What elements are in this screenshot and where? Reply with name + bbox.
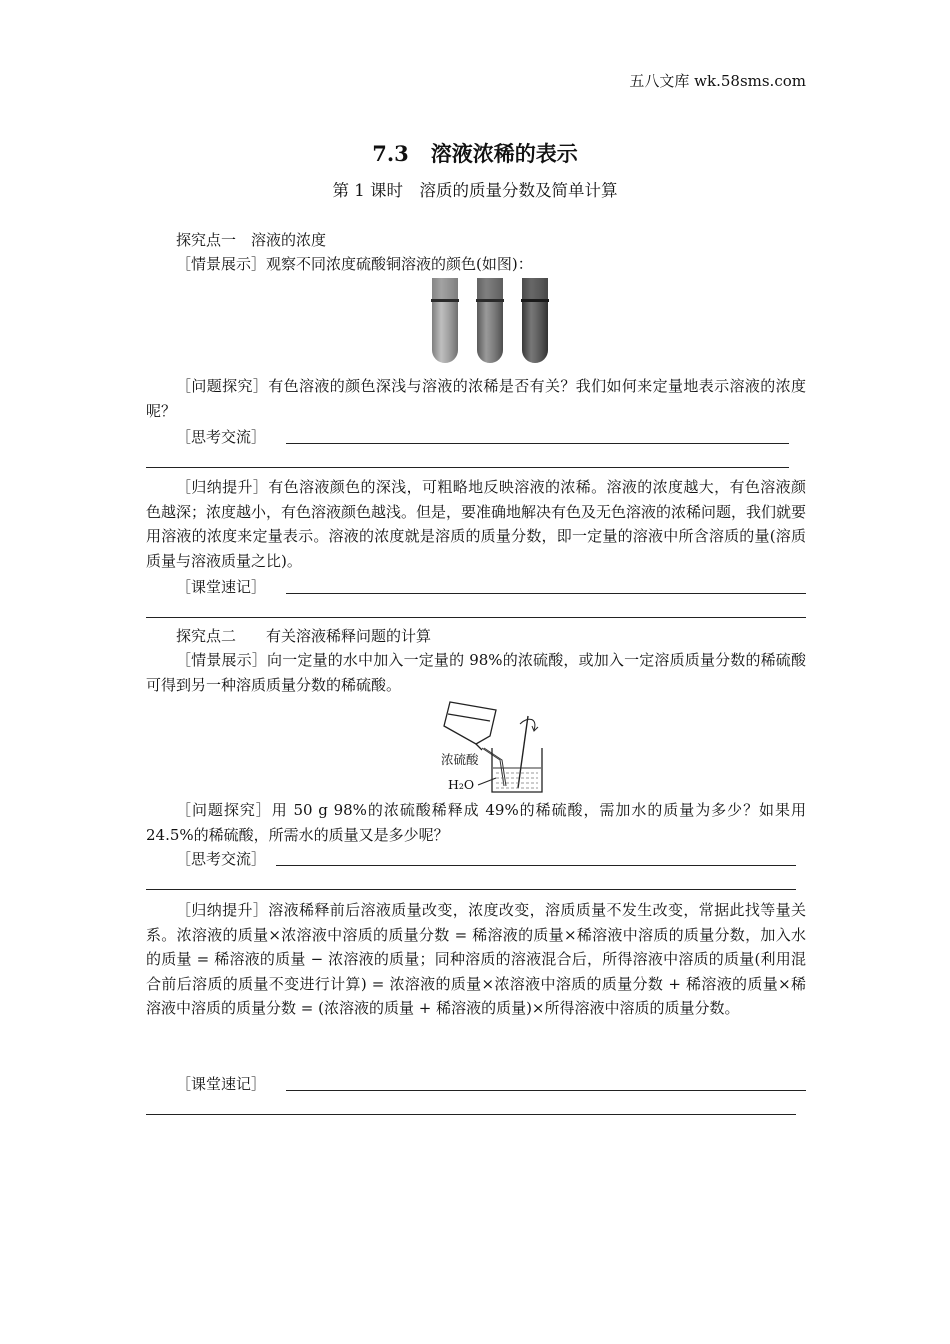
title-text: 溶液浓稀的表示 xyxy=(430,141,578,166)
question-2 xyxy=(146,798,806,847)
question-text-2: 用 50 g 98%的浓硫酸稀释成 49%的稀硫酸，需加水的质量为多少？如果用 24.5%的稀硫酸，所需水的质量又是多少呢？ xyxy=(146,801,806,844)
section-heading-2: 探究点二 有关溶液稀释问题的计算 xyxy=(176,627,432,645)
answer-line[interactable] xyxy=(276,865,796,866)
notes-line[interactable] xyxy=(146,1114,796,1115)
test-tube-dark xyxy=(521,278,549,363)
pouring-beaker xyxy=(444,702,496,750)
notes-label-1: ［课堂速记］ xyxy=(176,578,267,596)
answer-line[interactable] xyxy=(286,443,789,444)
figure-label-acid: 浓硫酸 xyxy=(441,752,479,767)
section-heading-1: 探究点一 溶液的浓度 xyxy=(176,231,327,249)
notes-label-2-wrap xyxy=(176,1072,266,1096)
think-label-1-wrap xyxy=(176,425,266,449)
water-beaker xyxy=(492,748,542,792)
summary-text-2: 溶液稀释前后溶液质量改变，浓度改变，溶质质量不发生改变，常据此找等量关系。浓溶液的质量×浓溶液中溶质的质量分数 = 稀溶液的质量×稀溶液中溶质的质量分数，加入水的质量 = 稀溶液的质量 − 浓溶液的质量；同种溶质的溶液混合后，所得溶液中溶质的质量(利用混合前后溶质的质量不变进行计算) = 浓溶液的质量×浓溶液中溶质的质量分数 + 稀溶液的质量×稀溶液中溶质的质量分数 = (浓溶液的质量 + 稀溶液的质量)×所得溶液中溶质的质量分数。 xyxy=(146,901,806,1017)
question-label-2: ［问题探究］ xyxy=(176,801,272,819)
scene-label-1: ［情景展示］ xyxy=(176,255,267,273)
figure-label-water: H₂O xyxy=(448,777,475,792)
question-1 xyxy=(146,374,806,423)
glass-rod xyxy=(518,716,528,788)
scene-1 xyxy=(176,252,533,276)
think-label-2-wrap xyxy=(176,847,266,871)
header-watermark: 五八文库 wk.58sms.com xyxy=(629,72,806,90)
notes-label-2: ［课堂速记］ xyxy=(176,1075,267,1093)
page-subtitle: 第 1 课时 溶质的质量分数及简单计算 xyxy=(332,181,618,200)
scene-text-2: 向一定量的水中加入一定量的 98%的浓硫酸，或加入一定溶质质量分数的稀硫酸可得到另一种溶质质量分数的稀硫酸。 xyxy=(146,651,806,694)
question-text-1: 有色溶液的颜色深浅与溶液的浓稀是否有关？我们如何来定量地表示溶液的浓度呢？ xyxy=(146,377,806,420)
summary-label-2: ［归纳提升］ xyxy=(176,901,269,919)
page-title xyxy=(0,138,950,168)
summary-2 xyxy=(146,898,806,1021)
notes-line[interactable] xyxy=(286,1090,806,1091)
summary-1 xyxy=(146,475,806,573)
scene-text-1: 观察不同浓度硫酸铜溶液的颜色(如图)： xyxy=(266,255,533,273)
test-tube-light xyxy=(431,278,459,363)
test-tubes-figure xyxy=(425,274,555,366)
answer-line[interactable] xyxy=(146,467,789,468)
scene-label-2: ［情景展示］ xyxy=(176,651,268,669)
title-number: 7.3 xyxy=(372,141,409,166)
notes-label-1-wrap xyxy=(176,575,266,599)
summary-text-1: 有色溶液颜色的深浅，可粗略地反映溶液的浓稀。溶液的浓度越大，有色溶液颜色越深；浓度越小，有色溶液颜色越浅。但是，要准确地解决有色及无色溶液的浓稀问题，我们就要用溶液的浓度来定量表示。溶液的浓度就是溶质的质量分数，即一定量的溶液中所含溶质的量(溶质质量与溶液质量之比)。 xyxy=(146,478,807,570)
notes-line[interactable] xyxy=(286,593,806,594)
test-tube-medium xyxy=(476,278,504,363)
think-label-2: ［思考交流］ xyxy=(176,850,267,868)
scene-2 xyxy=(146,648,806,697)
summary-label-1: ［归纳提升］ xyxy=(176,478,269,496)
notes-line[interactable] xyxy=(146,617,806,618)
answer-line[interactable] xyxy=(146,889,796,890)
question-label-1: ［问题探究］ xyxy=(176,377,269,395)
think-label-1: ［思考交流］ xyxy=(176,428,267,446)
label-pointer xyxy=(478,778,496,785)
